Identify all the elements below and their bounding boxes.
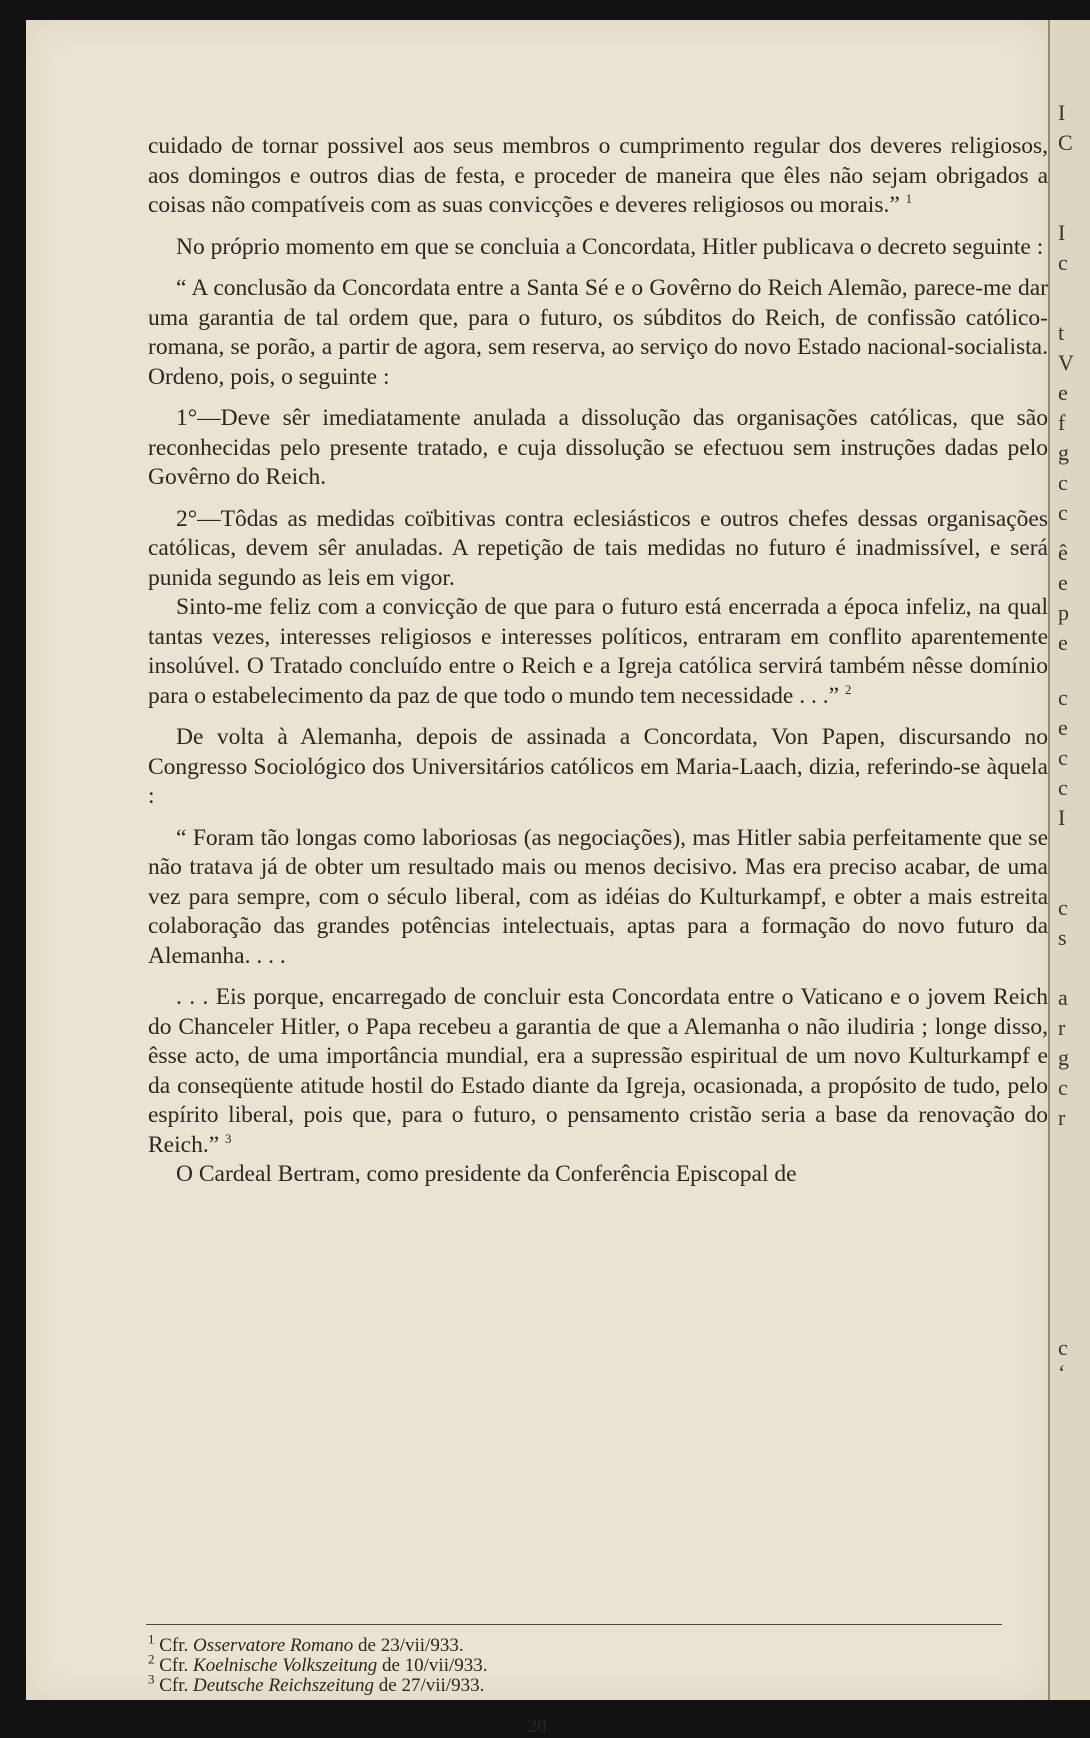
footnote: $^1$ Cfr. Osservatore Romano de 23/vii/933.	[148, 1631, 464, 1656]
paragraph: De volta à Alemanha, depois de assinada a Concordata, Von Papen, discursando no Congresso Sociológico dos Universitários católicos em Maria-Laach, dizia, referindo-se àquela :	[148, 724, 1048, 809]
footnote-ref: 2	[844, 681, 852, 697]
page-edge-letter: c	[1058, 685, 1068, 710]
page-edge-letter: e	[1058, 570, 1068, 595]
page-edge-letter: c	[1058, 500, 1068, 525]
page-edge-letter: t	[1058, 320, 1065, 345]
page-edge-letter: g	[1058, 1045, 1069, 1070]
page-edge-letter: f	[1058, 410, 1066, 435]
page-edge-letter: e	[1058, 715, 1068, 740]
page-edge-letter: I	[1058, 805, 1066, 830]
quote-paragraph: Sinto-me feliz com a convicção de que para o futuro está encerrada a época infeliz, na qual tantas vezes, interesses religiosos e interesses políticos, entraram em conflito aparentemente insolúvel. O Tratado concluído entre o Reich e a Igreja católica servirá também nêsse domínio para o estabelecimento da paz de que todo o mundo tem necessidade . . .” $^2$	[148, 594, 1048, 709]
footnote-divider	[146, 1624, 1002, 1625]
page-edge-letter: g	[1058, 440, 1069, 465]
page-edge-letter: c	[1058, 250, 1068, 275]
paragraph: cuidado de tornar possivel aos seus membros o cumprimento regular dos deveres religiosos, aos domingos e outros dias de festa, e proceder de maneira que êles não sejam obrigados a coisas não compatíveis com as suas convicções e deveres religiosos ou morais.” $^1$	[148, 133, 1048, 218]
page-edge-letter: ‘	[1058, 1360, 1066, 1385]
page-edge-letter: c	[1058, 895, 1068, 920]
page-edge-letter: s	[1058, 925, 1067, 950]
page-edge-letter: r	[1058, 1015, 1066, 1040]
page-edge-letter: ê	[1058, 540, 1068, 565]
footnote-ref: 3	[225, 1130, 232, 1146]
footnote: $^2$ Cfr. Koelnische Volkszeitung de 10/vii/933.	[148, 1651, 488, 1676]
page-number: 20	[527, 1716, 547, 1737]
page-edge-letter: C	[1058, 130, 1073, 155]
paragraph: No próprio momento em que se concluia a Concordata, Hitler publicava o decreto seguinte :	[176, 233, 1044, 260]
page-edge-letter: p	[1058, 600, 1069, 625]
footnotes	[148, 1631, 488, 1696]
page-edge-letter: c	[1058, 775, 1068, 800]
page-edge-letter: e	[1058, 630, 1068, 655]
adjacent-page-edge	[1048, 20, 1090, 1700]
page-edge-letter: r	[1058, 1105, 1066, 1130]
book-page	[26, 20, 1048, 1737]
page-edge-letter: a	[1058, 985, 1068, 1010]
quote-paragraph: . . . Eis porque, encarregado de concluir esta Concordata entre o Vaticano e o jovem Reich do Chanceler Hitler, o Papa recebeu a garantia de que a Alemanha o não iludiria ; longe disso, êsse acto, de uma importância mundial, era a supressão espiritual de um novo Kulturkampf e da conseqüente atitude hostil do Estado diante da Igreja, ocasionada, a propósito de tudo, pelo espírito liberal, pois que, para o futuro, o pensamento cristão seria a base da renovação do Reich.” $^3$	[148, 984, 1048, 1158]
page-edge-letter: c	[1058, 470, 1068, 495]
footnote: $^3$ Cfr. Deutsche Reichszeitung de 27/vii/933.	[148, 1671, 485, 1696]
quote-paragraph: “ A conclusão da Concordata entre a Santa Sé e o Govêrno do Reich Alemão, parece-me dar uma garantia de tal ordem que, para o futuro, os súbditos do Reich, de confissão católico-romana, se porão, a partir de agora, sem reserva, ao serviço do novo Estado nacional-socialista. Ordeno, pois, o seguinte :	[148, 275, 1048, 390]
page-edge-letter: c	[1058, 1075, 1068, 1100]
page-edge-letter: e	[1058, 380, 1068, 405]
page-edge-letter: c	[1058, 745, 1068, 770]
paragraph: O Cardeal Bertram, como presidente da Conferência Episcopal de	[176, 1161, 797, 1187]
page-edge-letter: I	[1058, 100, 1066, 125]
numbered-item: 2°—Tôdas as medidas coïbitivas contra eclesiásticos e outros chefes dessas organisações católicas, devem sêr anuladas. A repetição de tais medidas no futuro é inadmissível, e será punida segundo as leis em vigor.	[148, 505, 1048, 591]
quote-paragraph: “ Foram tão longas como laboriosas (as negociações), mas Hitler sabia perfeitamente que se não tratava já de obter um resultado mais ou menos decisivo. Mas era preciso acabar, de uma vez para sempre, com o século liberal, com as idéias do Kulturkampf, e obter a mais estreita colaboração das grandes potências intelectuais, aptas para a formação do novo futuro da Alemanha. . . .	[148, 824, 1048, 969]
page-edge-letter: I	[1058, 220, 1066, 245]
footnote-ref: 1	[905, 191, 913, 207]
page-body	[148, 132, 1048, 1202]
page-edge-letter: V	[1058, 350, 1074, 375]
page-edge-letter: c	[1058, 1335, 1068, 1360]
numbered-item: 1°—Deve sêr imediatamente anulada a dissolução das organisações católicas, que são reconhecidas pelo presente tratado, e cuja dissolução se efectuou sem instruções dadas pelo Govêrno do Reich.	[148, 405, 1048, 490]
